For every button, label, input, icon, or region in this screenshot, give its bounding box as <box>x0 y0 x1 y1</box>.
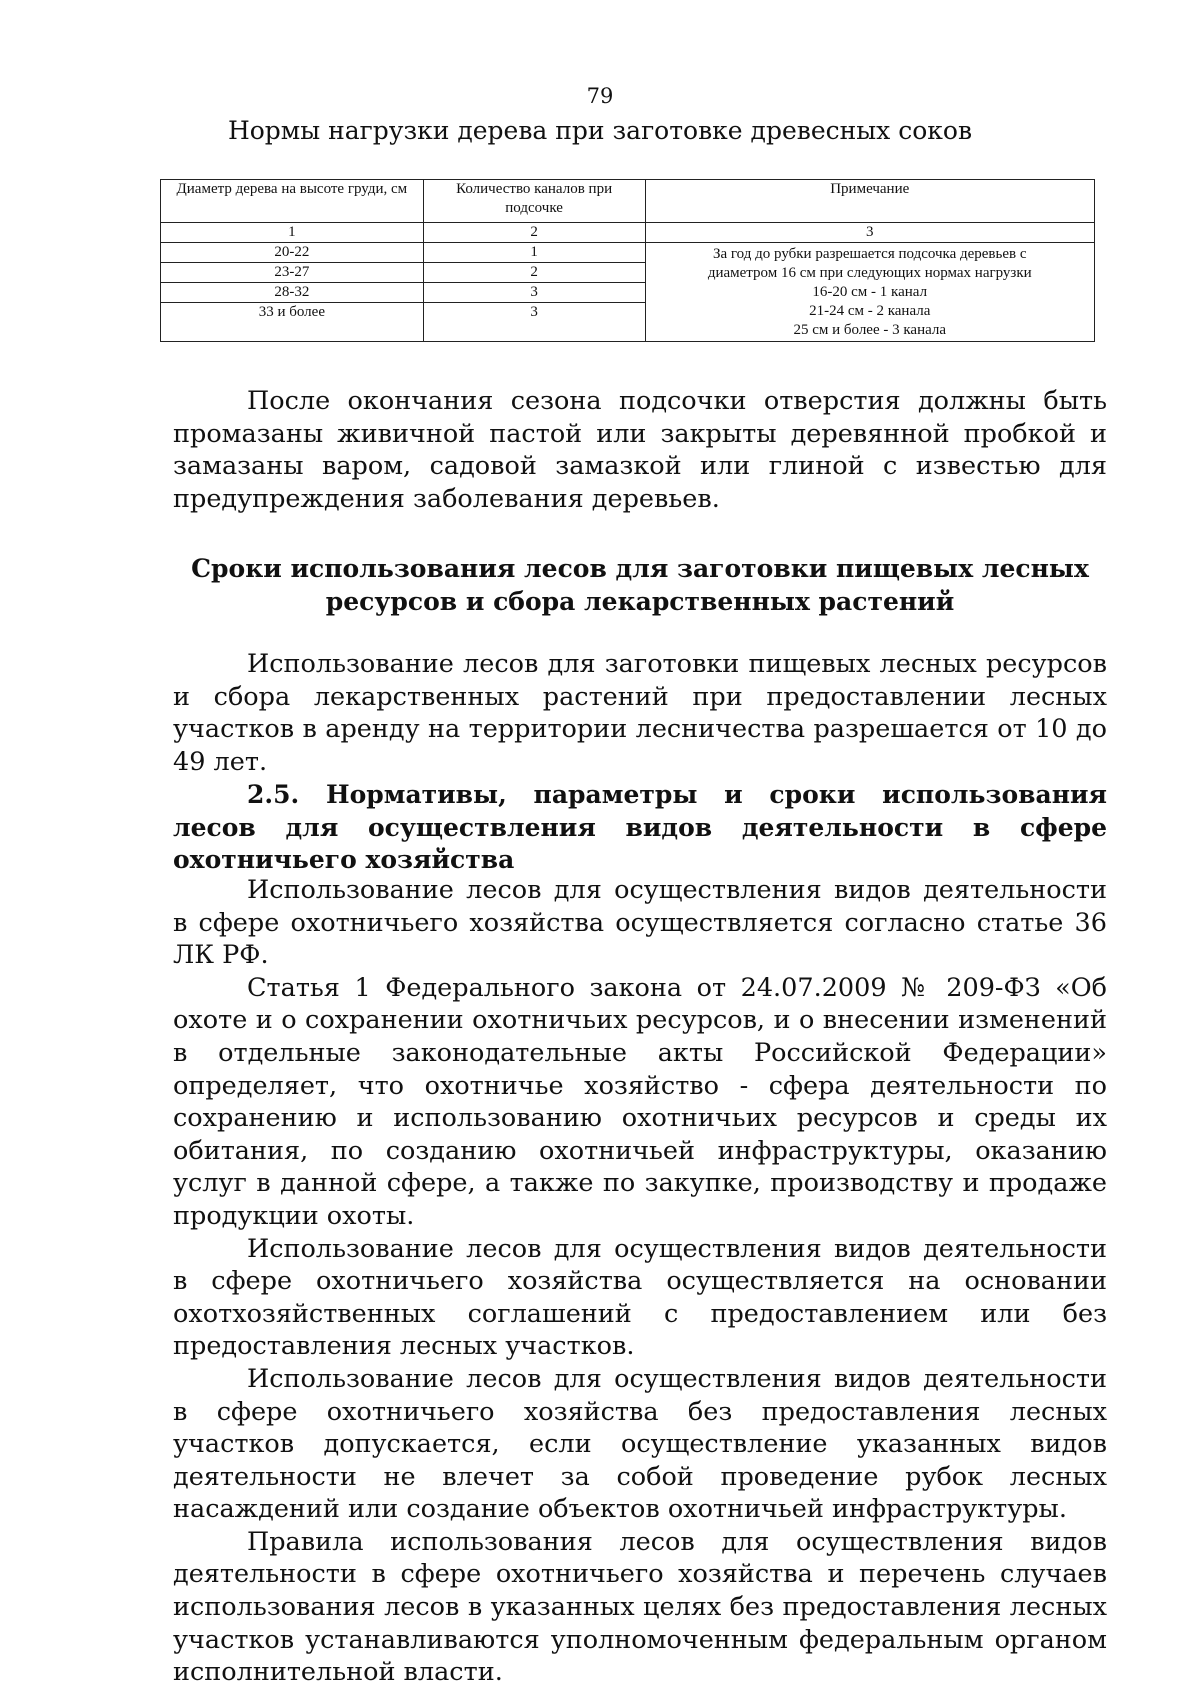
note-line: 16-20 см - 1 канал <box>812 284 928 300</box>
table-header-row <box>161 180 1095 223</box>
diameter-cell: 20-22 <box>161 243 424 263</box>
table-title: Нормы нагрузки дерева при заготовке древесных соков <box>227 116 973 145</box>
diameter-cell: 33 и более <box>161 303 424 342</box>
note-line: диаметром 16 см при следующих нормах нагрузки <box>707 265 1032 281</box>
tree-load-norms-table <box>160 179 1095 342</box>
table-column-numbers-row <box>161 223 1095 243</box>
channels-cell: 3 <box>423 303 645 342</box>
paragraph-hunting: Использование лесов для осуществления видов деятельности в сфере охотничьего хозяйства осуществляется согласно статье 36 ЛК РФ. <box>173 875 1107 971</box>
column-number: 1 <box>161 223 424 243</box>
hunting-section-body <box>0 874 1107 1689</box>
header-channels: Количество каналов при подсочке <box>423 180 645 223</box>
paragraph-food-resources: Использование лесов для заготовки пищевых лесных ресурсов и сбора лекарственных растений при предоставлении лесных участков в аренду на территории лесничества разрешается от 10 до 49 лет. <box>173 649 1107 777</box>
heading-hunting: 2.5. Нормативы, параметры и сроки использования лесов для осуществления видов деятельности в сфере охотничьего хозяйства <box>173 780 1107 874</box>
paragraph-hunting: Правила использования лесов для осуществления видов деятельности в сфере охотничьего хозяйства и перечень случаев использования лесов в указанных целях без предоставления лесных участков устанавливаются уполномоченным федеральным органом исполнительной власти. <box>173 1526 1107 1688</box>
heading-food-resources: Сроки использования лесов для заготовки пищевых лесных ресурсов и сбора лекарственных растений <box>191 554 1089 616</box>
note-line: За год до рубки разрешается подсочка деревьев с <box>712 246 1027 262</box>
channels-cell: 1 <box>423 243 645 263</box>
column-number: 3 <box>645 223 1095 243</box>
header-diameter: Диаметр дерева на высоте груди, см <box>161 180 424 223</box>
table-row <box>161 243 1095 263</box>
note-line: 21-24 см - 2 канала <box>809 303 931 319</box>
diameter-cell: 23-27 <box>161 263 424 283</box>
note-cell <box>645 243 1095 342</box>
channels-cell: 3 <box>423 283 645 303</box>
paragraph-after-table: После окончания сезона подсочки отверстия должны быть промазаны живичной пастой или закрыты деревянной пробкой и замазаны варом, садовой замазкой или глиной с известью для предупреждения заболевания деревьев. <box>173 386 1107 514</box>
header-note: Примечание <box>645 180 1095 223</box>
note-line: 25 см и более - 3 канала <box>793 322 947 338</box>
paragraph-hunting: Использование лесов для осуществления видов деятельности в сфере охотничьего хозяйства без предоставления лесных участков допускается, если осуществление указанных видов деятельности не влечет за собой проведение рубок лесных насаждений или создание объектов охотничьей инфраструктуры. <box>173 1363 1107 1525</box>
paragraph-hunting: Статья 1 Федерального закона от 24.07.2009 № 209-ФЗ «Об охоте и о сохранении охотничьих ресурсов, и о внесении изменений в отдельные законодательные акты Российской Федерации» определяет, что охотничье хозяйство - сфера деятельности по сохранению и использованию охотничьих ресурсов и среды их обитания, по созданию охотничьей инфраструктуры, оказанию услуг в данной сфере, а также по закупке, производству и продаже продукции охоты. <box>173 972 1107 1231</box>
channels-cell: 2 <box>423 263 645 283</box>
paragraph-hunting: Использование лесов для осуществления видов деятельности в сфере охотничьего хозяйства осуществляется на основании охотхозяйственных соглашений с предоставлением или без предоставления лесных участков. <box>173 1233 1107 1362</box>
column-number: 2 <box>423 223 645 243</box>
page-number: 79 <box>586 84 614 108</box>
diameter-cell: 28-32 <box>161 283 424 303</box>
